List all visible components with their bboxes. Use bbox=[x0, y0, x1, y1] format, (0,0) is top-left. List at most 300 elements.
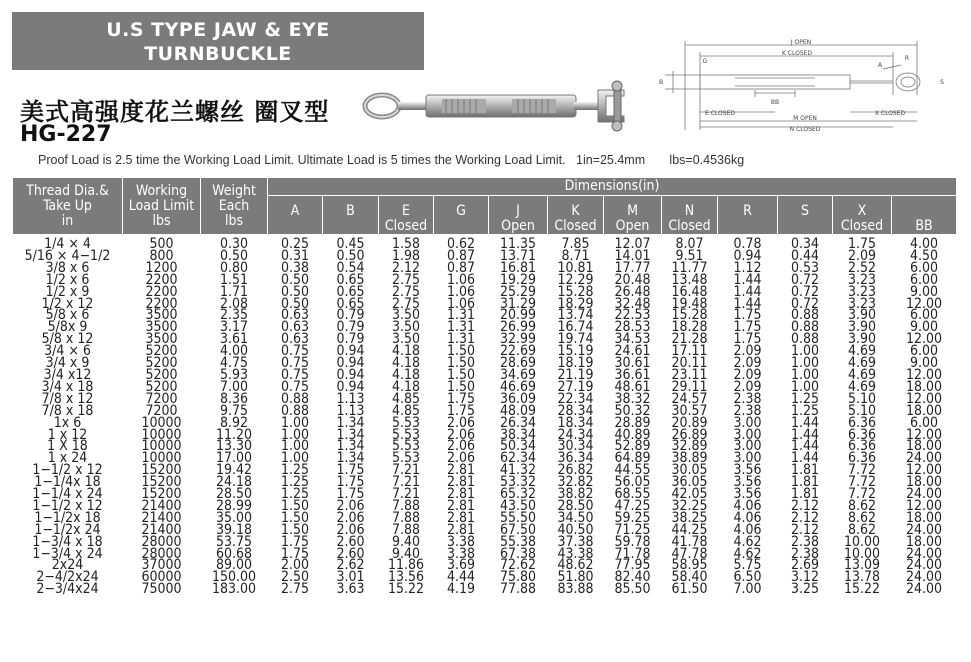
cell-bb: 18.00 bbox=[892, 537, 957, 549]
cell-g: 1.31 bbox=[434, 310, 489, 322]
cell-k: 40.50 bbox=[548, 525, 604, 537]
cell-j: 62.34 bbox=[489, 453, 548, 465]
cell-e: 3.50 bbox=[379, 310, 434, 322]
cell-bb: 9.00 bbox=[892, 287, 957, 299]
cell-j: 67.38 bbox=[489, 549, 548, 561]
header-s: S bbox=[778, 196, 833, 235]
cell-x: 7.72 bbox=[833, 477, 892, 489]
cell-m: 64.89 bbox=[604, 453, 662, 465]
cell-thread: 5/8 x 12 bbox=[13, 334, 123, 346]
cell-e: 9.40 bbox=[379, 537, 434, 549]
cell-weight: 5.93 bbox=[201, 370, 268, 382]
cell-j: 55.38 bbox=[489, 537, 548, 549]
cell-g: 2.81 bbox=[434, 477, 489, 489]
header-g: G bbox=[434, 196, 489, 235]
cell-e: 2.75 bbox=[379, 299, 434, 311]
load-note: Proof Load is 2.5 time the Working Load Limit. Ultimate Load is 5 times the Working Load Limit. 1in=25.4mm lbs=0.4536kg bbox=[38, 153, 745, 167]
cell-e: 4.18 bbox=[379, 370, 434, 382]
label-r: R bbox=[904, 55, 910, 62]
cell-a: 1.50 bbox=[268, 501, 323, 513]
cell-n: 29.11 bbox=[662, 382, 718, 394]
cell-bb: 9.00 bbox=[892, 322, 957, 334]
cell-thread: 1 x 24 bbox=[13, 453, 123, 465]
cell-thread: 1/4 × 4 bbox=[13, 235, 123, 251]
cell-thread: 1−3/4 x 18 bbox=[13, 537, 123, 549]
cell-n: 61.50 bbox=[662, 584, 718, 596]
cell-b: 0.45 bbox=[323, 235, 379, 251]
label-k-closed: K CLOSED bbox=[781, 50, 813, 57]
cell-thread: 1−1/2x 24 bbox=[13, 525, 123, 537]
cell-wll: 3500 bbox=[123, 310, 201, 322]
cell-r: 3.56 bbox=[718, 465, 778, 477]
cell-bb: 6.00 bbox=[892, 275, 957, 287]
cell-n: 32.89 bbox=[662, 441, 718, 453]
table-row bbox=[13, 584, 957, 596]
header-dimensions: Dimensions(in) bbox=[268, 178, 957, 196]
cell-k: 83.88 bbox=[548, 584, 604, 596]
cell-k: 21.19 bbox=[548, 370, 604, 382]
cell-n: 23.11 bbox=[662, 370, 718, 382]
cell-j: 53.32 bbox=[489, 477, 548, 489]
cell-wll: 21400 bbox=[123, 513, 201, 525]
cell-thread: 5/16 × 4−1/2 bbox=[13, 251, 123, 263]
cell-wll: 21400 bbox=[123, 525, 201, 537]
cell-s: 1.81 bbox=[778, 489, 833, 501]
cell-g: 2.81 bbox=[434, 501, 489, 513]
cell-k: 24.34 bbox=[548, 430, 604, 442]
cell-b: 1.75 bbox=[323, 477, 379, 489]
cell-thread: 1−1/2 x 12 bbox=[13, 501, 123, 513]
cell-k: 16.74 bbox=[548, 322, 604, 334]
cell-wll: 2200 bbox=[123, 287, 201, 299]
cell-r: 0.78 bbox=[718, 235, 778, 251]
cell-m: 71.25 bbox=[604, 525, 662, 537]
cell-wll: 15200 bbox=[123, 489, 201, 501]
header-j: J Open bbox=[489, 196, 548, 235]
cell-s: 0.72 bbox=[778, 275, 833, 287]
cell-b: 0.94 bbox=[323, 370, 379, 382]
cell-a: 0.88 bbox=[268, 394, 323, 406]
cell-j: 72.62 bbox=[489, 560, 548, 572]
cell-weight: 150.00 bbox=[201, 572, 268, 584]
cell-a: 1.00 bbox=[268, 453, 323, 465]
cell-e: 5.53 bbox=[379, 430, 434, 442]
cell-j: 25.29 bbox=[489, 287, 548, 299]
label-s: S bbox=[940, 79, 944, 86]
cell-wll: 5200 bbox=[123, 346, 201, 358]
cell-x: 4.69 bbox=[833, 346, 892, 358]
cell-k: 36.34 bbox=[548, 453, 604, 465]
cell-e: 5.53 bbox=[379, 441, 434, 453]
cell-weight: 24.18 bbox=[201, 477, 268, 489]
cell-a: 0.75 bbox=[268, 382, 323, 394]
cell-g: 2.81 bbox=[434, 525, 489, 537]
cell-weight: 0.50 bbox=[201, 251, 268, 263]
cell-n: 44.25 bbox=[662, 525, 718, 537]
cell-n: 58.40 bbox=[662, 572, 718, 584]
cell-b: 1.34 bbox=[323, 418, 379, 430]
cell-weight: 3.17 bbox=[201, 322, 268, 334]
cell-j: 50.34 bbox=[489, 441, 548, 453]
cell-s: 1.25 bbox=[778, 394, 833, 406]
cell-k: 32.82 bbox=[548, 477, 604, 489]
cell-x: 13.09 bbox=[833, 560, 892, 572]
cell-thread: 5/8 x 6 bbox=[13, 310, 123, 322]
cell-g: 2.81 bbox=[434, 513, 489, 525]
cell-wll: 10000 bbox=[123, 441, 201, 453]
cell-g: 1.31 bbox=[434, 334, 489, 346]
cell-thread: 1 x 12 bbox=[13, 430, 123, 442]
cell-s: 2.12 bbox=[778, 513, 833, 525]
cell-g: 2.81 bbox=[434, 489, 489, 501]
cell-wll: 500 bbox=[123, 235, 201, 251]
cell-bb: 18.00 bbox=[892, 382, 957, 394]
cell-e: 15.22 bbox=[379, 584, 434, 596]
cell-b: 3.63 bbox=[323, 584, 379, 596]
cell-thread: 1−1/4x 18 bbox=[13, 477, 123, 489]
cell-m: 28.89 bbox=[604, 418, 662, 430]
cell-thread: 5/8x 9 bbox=[13, 322, 123, 334]
cell-e: 4.18 bbox=[379, 358, 434, 370]
cell-g: 2.06 bbox=[434, 453, 489, 465]
cell-s: 1.81 bbox=[778, 477, 833, 489]
cell-a: 2.75 bbox=[268, 584, 323, 596]
cell-weight: 0.80 bbox=[201, 263, 268, 275]
cell-n: 58.95 bbox=[662, 560, 718, 572]
cell-b: 0.65 bbox=[323, 287, 379, 299]
cell-n: 19.48 bbox=[662, 299, 718, 311]
title-line-1: U.S TYPE JAW & EYE bbox=[106, 19, 330, 41]
label-a: A bbox=[877, 62, 883, 69]
cell-g: 3.69 bbox=[434, 560, 489, 572]
cell-n: 38.89 bbox=[662, 453, 718, 465]
cell-g: 4.19 bbox=[434, 584, 489, 596]
cell-m: 48.61 bbox=[604, 382, 662, 394]
cell-e: 2.12 bbox=[379, 263, 434, 275]
cell-a: 0.50 bbox=[268, 275, 323, 287]
cell-a: 1.25 bbox=[268, 465, 323, 477]
cell-r: 2.09 bbox=[718, 370, 778, 382]
cell-x: 7.72 bbox=[833, 465, 892, 477]
cell-r: 3.56 bbox=[718, 489, 778, 501]
cell-k: 51.80 bbox=[548, 572, 604, 584]
cell-n: 11.77 bbox=[662, 263, 718, 275]
cell-x: 6.36 bbox=[833, 441, 892, 453]
cell-j: 48.09 bbox=[489, 406, 548, 418]
cell-e: 1.58 bbox=[379, 235, 434, 251]
cell-a: 1.50 bbox=[268, 513, 323, 525]
cell-n: 42.05 bbox=[662, 489, 718, 501]
cell-s: 1.00 bbox=[778, 370, 833, 382]
cell-thread: 1 X 18 bbox=[13, 441, 123, 453]
cell-b: 0.79 bbox=[323, 334, 379, 346]
cell-j: 77.88 bbox=[489, 584, 548, 596]
cell-m: 38.32 bbox=[604, 394, 662, 406]
cell-bb: 6.00 bbox=[892, 310, 957, 322]
cell-weight: 8.36 bbox=[201, 394, 268, 406]
cell-j: 75.80 bbox=[489, 572, 548, 584]
cell-s: 2.12 bbox=[778, 501, 833, 513]
cell-r: 1.75 bbox=[718, 310, 778, 322]
cell-e: 4.18 bbox=[379, 382, 434, 394]
cell-s: 1.00 bbox=[778, 358, 833, 370]
cell-x: 2.52 bbox=[833, 263, 892, 275]
cell-m: 44.55 bbox=[604, 465, 662, 477]
cell-m: 17.77 bbox=[604, 263, 662, 275]
chinese-title: 美式高强度花兰螺丝 圈叉型 bbox=[20, 98, 330, 126]
cell-r: 1.44 bbox=[718, 299, 778, 311]
label-n-closed: N CLOSED bbox=[789, 126, 821, 133]
cell-bb: 24.00 bbox=[892, 453, 957, 465]
cell-a: 0.63 bbox=[268, 334, 323, 346]
cell-thread: 3/8 x 6 bbox=[13, 263, 123, 275]
cell-b: 1.13 bbox=[323, 394, 379, 406]
cell-weight: 28.50 bbox=[201, 489, 268, 501]
cell-n: 24.57 bbox=[662, 394, 718, 406]
cell-e: 5.53 bbox=[379, 453, 434, 465]
cell-bb: 9.00 bbox=[892, 358, 957, 370]
turnbuckle-photo bbox=[362, 80, 637, 132]
cell-e: 5.53 bbox=[379, 418, 434, 430]
cell-j: 13.71 bbox=[489, 251, 548, 263]
cell-wll: 28000 bbox=[123, 537, 201, 549]
cell-k: 15.19 bbox=[548, 346, 604, 358]
cell-k: 8.71 bbox=[548, 251, 604, 263]
cell-x: 8.62 bbox=[833, 501, 892, 513]
cell-m: 77.95 bbox=[604, 560, 662, 572]
cell-j: 26.99 bbox=[489, 322, 548, 334]
cell-r: 3.56 bbox=[718, 477, 778, 489]
header-weight: Weight Each lbs bbox=[201, 178, 268, 235]
cell-b: 2.06 bbox=[323, 513, 379, 525]
cell-a: 0.88 bbox=[268, 406, 323, 418]
cell-wll: 5200 bbox=[123, 382, 201, 394]
cell-wll: 10000 bbox=[123, 418, 201, 430]
cell-r: 2.38 bbox=[718, 406, 778, 418]
cell-e: 11.86 bbox=[379, 560, 434, 572]
cell-a: 1.25 bbox=[268, 477, 323, 489]
cell-s: 0.88 bbox=[778, 334, 833, 346]
cell-x: 3.90 bbox=[833, 334, 892, 346]
cell-e: 1.98 bbox=[379, 251, 434, 263]
cell-r: 3.00 bbox=[718, 453, 778, 465]
cell-e: 7.21 bbox=[379, 465, 434, 477]
cell-k: 38.82 bbox=[548, 489, 604, 501]
header-b: B bbox=[323, 196, 379, 235]
cell-x: 5.10 bbox=[833, 406, 892, 418]
cell-thread: 1/2 x 12 bbox=[13, 299, 123, 311]
cell-s: 0.72 bbox=[778, 287, 833, 299]
cell-x: 10.00 bbox=[833, 549, 892, 561]
cell-m: 71.78 bbox=[604, 549, 662, 561]
cell-j: 34.69 bbox=[489, 370, 548, 382]
cell-k: 18.19 bbox=[548, 358, 604, 370]
cell-a: 1.00 bbox=[268, 441, 323, 453]
cell-b: 0.65 bbox=[323, 299, 379, 311]
label-b: B bbox=[658, 79, 664, 86]
cell-wll: 5200 bbox=[123, 370, 201, 382]
cell-k: 28.34 bbox=[548, 406, 604, 418]
cell-g: 3.38 bbox=[434, 537, 489, 549]
cell-m: 85.50 bbox=[604, 584, 662, 596]
cell-wll: 28000 bbox=[123, 549, 201, 561]
cell-s: 1.00 bbox=[778, 382, 833, 394]
cell-wll: 15200 bbox=[123, 477, 201, 489]
cell-thread: 3/4 x 18 bbox=[13, 382, 123, 394]
cell-j: 20.99 bbox=[489, 310, 548, 322]
cell-j: 36.09 bbox=[489, 394, 548, 406]
cell-k: 18.29 bbox=[548, 299, 604, 311]
cell-x: 5.10 bbox=[833, 394, 892, 406]
cell-n: 17.11 bbox=[662, 346, 718, 358]
cell-b: 1.75 bbox=[323, 489, 379, 501]
cell-g: 3.38 bbox=[434, 549, 489, 561]
cell-m: 50.32 bbox=[604, 406, 662, 418]
cell-g: 1.50 bbox=[434, 370, 489, 382]
cell-e: 7.21 bbox=[379, 477, 434, 489]
cell-g: 2.81 bbox=[434, 465, 489, 477]
cell-weight: 4.75 bbox=[201, 358, 268, 370]
cell-j: 22.69 bbox=[489, 346, 548, 358]
cell-a: 2.00 bbox=[268, 560, 323, 572]
cell-g: 1.75 bbox=[434, 406, 489, 418]
cell-r: 3.00 bbox=[718, 418, 778, 430]
spec-table bbox=[12, 177, 957, 596]
cell-thread: 1/2 x 9 bbox=[13, 287, 123, 299]
cell-g: 1.50 bbox=[434, 358, 489, 370]
cell-b: 0.94 bbox=[323, 346, 379, 358]
cell-a: 1.00 bbox=[268, 430, 323, 442]
cell-bb: 24.00 bbox=[892, 584, 957, 596]
cell-s: 0.53 bbox=[778, 263, 833, 275]
cell-s: 1.44 bbox=[778, 430, 833, 442]
cell-e: 7.88 bbox=[379, 525, 434, 537]
cell-k: 7.85 bbox=[548, 235, 604, 251]
cell-m: 82.40 bbox=[604, 572, 662, 584]
cell-r: 0.94 bbox=[718, 251, 778, 263]
cell-g: 0.87 bbox=[434, 263, 489, 275]
label-bb: BB bbox=[770, 99, 780, 106]
cell-n: 32.25 bbox=[662, 501, 718, 513]
cell-n: 41.78 bbox=[662, 537, 718, 549]
cell-j: 28.69 bbox=[489, 358, 548, 370]
cell-b: 0.65 bbox=[323, 275, 379, 287]
cell-g: 1.50 bbox=[434, 346, 489, 358]
cell-s: 0.44 bbox=[778, 251, 833, 263]
cell-r: 2.09 bbox=[718, 346, 778, 358]
cell-b: 2.06 bbox=[323, 501, 379, 513]
cell-k: 28.50 bbox=[548, 501, 604, 513]
cell-a: 1.00 bbox=[268, 418, 323, 430]
cell-weight: 8.92 bbox=[201, 418, 268, 430]
cell-g: 1.06 bbox=[434, 275, 489, 287]
cell-b: 0.54 bbox=[323, 263, 379, 275]
cell-m: 68.55 bbox=[604, 489, 662, 501]
cell-r: 5.75 bbox=[718, 560, 778, 572]
cell-j: 38.34 bbox=[489, 430, 548, 442]
cell-e: 7.88 bbox=[379, 513, 434, 525]
cell-a: 0.50 bbox=[268, 299, 323, 311]
cell-n: 20.11 bbox=[662, 358, 718, 370]
cell-weight: 17.00 bbox=[201, 453, 268, 465]
header-k: K Closed bbox=[548, 196, 604, 235]
cell-r: 4.06 bbox=[718, 513, 778, 525]
cell-b: 2.60 bbox=[323, 549, 379, 561]
cell-n: 30.57 bbox=[662, 406, 718, 418]
cell-weight: 2.35 bbox=[201, 310, 268, 322]
cell-j: 55.50 bbox=[489, 513, 548, 525]
cell-x: 8.62 bbox=[833, 525, 892, 537]
cell-wll: 2200 bbox=[123, 299, 201, 311]
cell-n: 16.48 bbox=[662, 287, 718, 299]
cell-j: 32.99 bbox=[489, 334, 548, 346]
cell-r: 1.75 bbox=[718, 322, 778, 334]
cell-thread: 1x 6 bbox=[13, 418, 123, 430]
cell-k: 34.50 bbox=[548, 513, 604, 525]
cell-a: 0.75 bbox=[268, 370, 323, 382]
cell-wll: 3500 bbox=[123, 334, 201, 346]
cell-weight: 2.08 bbox=[201, 299, 268, 311]
cell-r: 3.00 bbox=[718, 430, 778, 442]
cell-j: 41.32 bbox=[489, 465, 548, 477]
cell-b: 1.34 bbox=[323, 430, 379, 442]
cell-wll: 2200 bbox=[123, 275, 201, 287]
cell-x: 3.23 bbox=[833, 287, 892, 299]
cell-wll: 3500 bbox=[123, 322, 201, 334]
cell-m: 12.07 bbox=[604, 235, 662, 251]
cell-e: 2.75 bbox=[379, 275, 434, 287]
cell-bb: 24.00 bbox=[892, 489, 957, 501]
cell-wll: 7200 bbox=[123, 406, 201, 418]
cell-s: 3.12 bbox=[778, 572, 833, 584]
header-thread: Thread Dia.& Take Up in bbox=[13, 178, 123, 235]
cell-k: 18.34 bbox=[548, 418, 604, 430]
cell-bb: 12.00 bbox=[892, 334, 957, 346]
cell-k: 12.29 bbox=[548, 275, 604, 287]
cell-weight: 7.00 bbox=[201, 382, 268, 394]
cell-wll: 10000 bbox=[123, 430, 201, 442]
cell-r: 2.38 bbox=[718, 394, 778, 406]
header-r: R bbox=[718, 196, 778, 235]
cell-n: 47.78 bbox=[662, 549, 718, 561]
cell-bb: 6.00 bbox=[892, 346, 957, 358]
cell-b: 1.34 bbox=[323, 441, 379, 453]
cell-a: 0.38 bbox=[268, 263, 323, 275]
cell-b: 0.79 bbox=[323, 310, 379, 322]
title-banner bbox=[12, 12, 424, 70]
cell-bb: 12.00 bbox=[892, 394, 957, 406]
cell-thread: 1−1/2x 18 bbox=[13, 513, 123, 525]
cell-j: 65.32 bbox=[489, 489, 548, 501]
cell-g: 2.06 bbox=[434, 418, 489, 430]
cell-x: 4.69 bbox=[833, 358, 892, 370]
cell-bb: 12.00 bbox=[892, 299, 957, 311]
cell-x: 4.69 bbox=[833, 382, 892, 394]
cell-thread: 3/4 × 6 bbox=[13, 346, 123, 358]
cell-m: 56.05 bbox=[604, 477, 662, 489]
cell-s: 1.81 bbox=[778, 465, 833, 477]
cell-n: 20.89 bbox=[662, 418, 718, 430]
cell-thread: 3/4 x 9 bbox=[13, 358, 123, 370]
cell-k: 48.62 bbox=[548, 560, 604, 572]
cell-r: 1.75 bbox=[718, 334, 778, 346]
cell-k: 27.19 bbox=[548, 382, 604, 394]
cell-a: 0.75 bbox=[268, 358, 323, 370]
cell-e: 7.88 bbox=[379, 501, 434, 513]
cell-bb: 24.00 bbox=[892, 525, 957, 537]
cell-wll: 21400 bbox=[123, 501, 201, 513]
cell-x: 6.36 bbox=[833, 453, 892, 465]
